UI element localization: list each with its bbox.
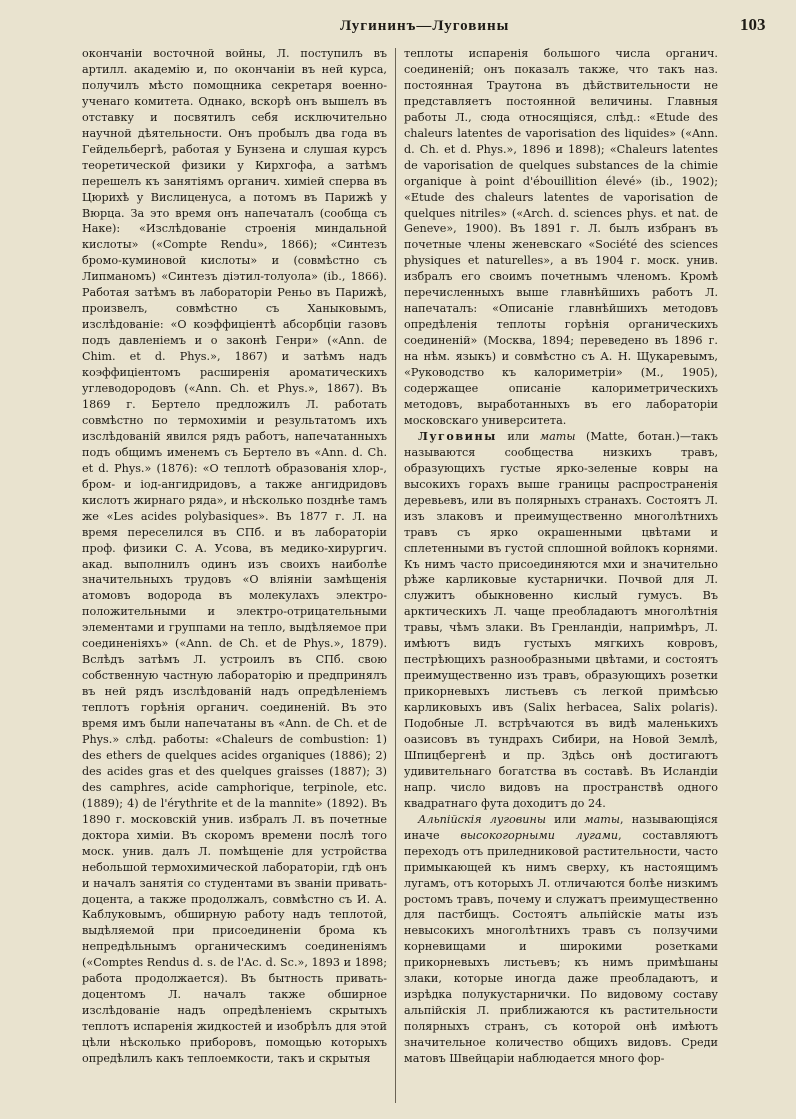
subentry-synonym: маты: [584, 812, 621, 826]
article-continuation-end-paragraph: теплоты испаренія большого числа органич. соединеній; онъ показалъ также, что такъ наз. постоянная Траутона въ дѣйствительности не представляетъ постоянной величины. Главныя работы Л., сюда относящіяся, слѣд.: «Etude des chaleurs latentes de vaporisation des liquides» («Ann. d. Ch. et d. Phys.», 1896 и 1898); «Chaleurs latentes de vaporisation de quelques substances de la chimie organique à point d'ébouillition élevé» (ib., 1902); «Etude des chaleurs latentes de vaporisation de quelques nitriles» («Arch. d. sciences phys. et nat. de Geneve», 1900). Въ 1891 г. Л. былъ избранъ въ почетные члены женевскаго «Société des sciences physiques et naturelles», а въ 1904 г. моск. унив. избралъ его своимъ почетнымъ членомъ. Кромѣ перечисленныхъ выше главнѣйшихъ работъ Л. напечаталъ: «Описаніе главнѣйшихъ методовъ опредѣленія теплоты горѣнія органическихъ соединеній» (Москва, 1894; переведено въ 1896 г. на нѣм. языкъ) и совмѣстно съ А. Н. Щукаревымъ, «Руководство къ калориметріи» (М., 1905), содержащее описаніе калориметрическихъ методовъ, выработанныхъ въ его лабораторіи московскаго университета.: [404, 47, 718, 427]
left-column: [82, 46, 387, 1106]
page-number: 103: [740, 15, 766, 34]
subentry-connector-text-2: , называющіяся иначе: [404, 812, 718, 842]
article-continuation-paragraph: окончаніи восточной войны, Л. поступилъ въ артилл. академію и, по окончаніи въ ней курса, получилъ мѣсто помощника секретаря военно-ученаго комитета. Однако, вскорѣ онъ вышелъ въ отставку и посвятилъ себя исключительно научной дѣятельности. Онъ пробылъ два года въ Гейдельбергѣ, работая у Бунзена и слушая курсъ теоретической физики у Кирхгофа, а затѣмъ перешелъ къ занятіямъ органич. химіей сперва въ Цюрихѣ у Вислиценуса, а потомъ въ Парижѣ у Вюрца. За это время онъ напечаталъ (сообща съ Наке): «Изслѣдованіе строенія миндальной кислоты» («Compte Rendu», 1866); «Синтезъ бромо-куминовой кислоты» и (совмѣстно съ Липманомъ) «Синтезъ діэтил-толуола» (ib., 1866). Работая затѣмъ въ лабораторіи Реньо въ Парижѣ, произвелъ, совмѣстно съ Ханыковымъ, изслѣдованіе: «О коэффиціентѣ абсорбціи газовъ подъ давленіемъ и о законѣ Генри» («Ann. de Chim. et d. Phys.», 1867) и затѣмъ надъ коэффиціентомъ расширенія ароматическихъ углеводородовъ («Ann. Ch. et Phys.», 1867). Въ 1869 г. Бертело предложилъ Л. работать совмѣстно по термохиміи и результатомъ ихъ изслѣдованій явился рядъ работъ, напечатанныхъ подъ общимъ именемъ съ Бертело въ «Ann. d. Ch. et d. Phys.» (1876): «О теплотѣ образованія хлор-, бром- и іод-ангидридовъ, а также ангидридовъ кислотъ жирнаго ряда», и нѣсколько позднѣе тамъ же «Les acides polybasiques». Въ 1877 г. Л. на время переселился въ СПб. и въ лабораторіи проф. физики С. А. Усова, въ медико-хирургич. акад. выполнилъ одинъ изъ своихъ наиболѣе значительныхъ трудовъ «О вліяніи замѣщенія атомовъ водорода въ молекулахъ электро-положительными и электро-отрицательными элементами и группами на тепло, выдѣляемое при соединеніяхъ» («Ann. de Ch. et de Phys.», 1879). Вслѣдъ затѣмъ Л. устроилъ въ СПб. свою собственную частную лабораторію и предпринялъ въ ней рядъ изслѣдованій надъ опредѣленіемъ теплотъ горѣнія органич. соединеній. Въ это время имъ были напечатаны въ «Ann. de Ch. et de Phys.» слѣд. работы: «Chaleurs de combustion: 1) des ethers de quelques acides organiques (1886); 2) des acides gras et des quelques graisses (1887); 3) des camphres, acide camphorique, terpinole, etc. (1889); 4) de l'érythrite et de la mannite» (1892). Въ 1890 г. московскій унив. избралъ Л. въ почетные доктора химіи. Въ скоромъ времени послѣ того моск. унив. далъ Л. помѣщеніе для устройства небольшой термохимической лабораторіи, гдѣ онъ и началъ занятія со студентами въ званіи привать-доцента, а также продолжалъ, совмѣстно съ И. А. Каблуковымъ, обширную работу надъ теплотой, выдѣляемой при присоединеніи брома къ непредѣльнымъ органическимъ соединеніямъ («Comptes Rendus d. s. de l'Ac. d. Sc.», 1893 и 1898; работа продолжается). Въ бытность привать-доцентомъ Л. началъ также обширное изслѣдованіе надъ опредѣленіемъ скрытыхъ теплотъ испаренія жидкостей и изобрѣлъ для этой цѣли нѣсколько приборовъ, помощью которыхъ опредѣлилъ какъ теплоемкости, такъ и скрытыя: [82, 47, 387, 1066]
entry-synonym: маты: [539, 429, 576, 443]
entry-luговины-paragraph: [404, 429, 718, 812]
entry-connector-text: или: [496, 429, 540, 443]
running-title: Лугининъ—Луговины: [340, 18, 510, 34]
column-divider: [395, 48, 396, 1103]
running-head: [0, 15, 796, 40]
entry-body-text: (Matte, ботан.)—такъ называются сообщества низкихъ травъ, образующихъ густые ярко-зеленые ковры на высокихъ горахъ выше границы распространенія деревьевъ, или въ полярныхъ странахъ. Состоятъ Л. изъ злаковъ и преимущественно многолѣтнихъ травъ съ ярко окрашенными цвѣтами и сплетенными въ густой сплошной войлокъ корнями. Къ нимъ часто присоединяются мхи и значительно рѣже карликовые кустарнички. Почвой для Л. служитъ обыкновенно кислый гумусъ. Въ арктическихъ Л. чаще преобладаютъ многолѣтнія травы, чѣмъ злаки. Въ Гренландіи, напримѣръ, Л. имѣютъ видъ густыхъ мягкихъ ковровъ, пестрѣющихъ разнообразными цвѣтами, и состоятъ преимущественно изъ травъ, образующихъ розетки прикорневыхъ листьевъ съ легкой примѣсью карликовыхъ ивъ (Salix herbacea, Salix polaris). Подобные Л. встрѣчаются въ видѣ маленькихъ оазисовъ въ тундрахъ Сибири, на Новой Землѣ, Шпицбергенѣ и пр. Здѣсь онѣ достигаютъ удивительнаго богатства въ составѣ. Въ Исландіи напр. число видовъ на пространствѣ одного квадратнаго фута доходитъ до 24.: [404, 429, 718, 810]
subentry-body-text: , составляютъ переходъ отъ приледниковой растительности, часто примыкающей къ нимъ сверху, къ настоящимъ лугамъ, отъ которыхъ Л. отличаются болѣе низкимъ ростомъ травъ, почему и служатъ преимущественно для пастбищъ. Состоятъ альпійскіе маты изъ невысокихъ многолѣтнихъ травъ съ ползучими корневищами и широкими розетками прикорневыхъ листьевъ; къ нимъ примѣшаны злаки, которые иногда даже преобладаютъ, и изрѣдка полукустарнички. По видовому составу альпійскія Л. приближаются къ растительности полярныхъ странъ, съ которой онѣ имѣютъ значительное количество общихъ видовъ. Среди матовъ Швейцаріи наблюдается много фор-: [404, 828, 718, 1066]
entry-headword: Луговины: [418, 428, 497, 443]
subentry-connector-text: или: [545, 812, 585, 826]
subentry-alt-name: высокогорными лугами: [460, 828, 619, 842]
right-column: [404, 46, 718, 1106]
alpine-meadows-paragraph: [404, 812, 718, 1067]
subentry-heading: Альпійскія луговины: [418, 812, 546, 826]
